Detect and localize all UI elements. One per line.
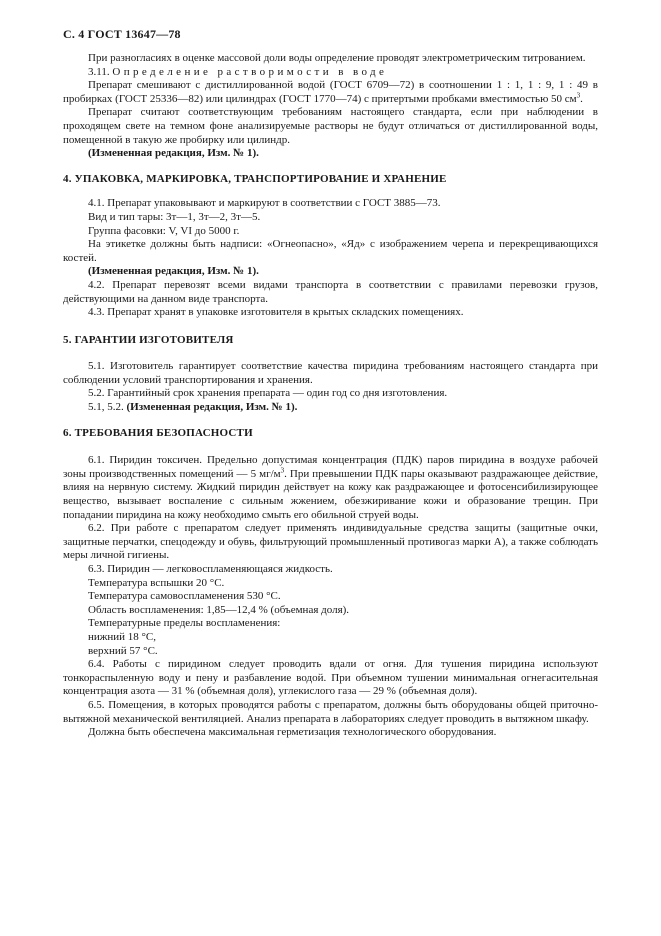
paragraph: 4.1. Препарат упаковывают и маркируют в соответствии с ГОСТ 3885—73. bbox=[88, 197, 441, 210]
paragraph: 6.3. Пиридин — легковоспламеняющаяся жидкость. bbox=[88, 563, 333, 575]
paragraph: нижний 18 °С, bbox=[88, 630, 157, 643]
section-6-title: 6. ТРЕБОВАНИЯ БЕЗОПАСНОСТИ bbox=[63, 426, 253, 439]
paragraph: 5.2. Гарантийный срок хранения препарата — один год со дня изготовления. bbox=[88, 387, 448, 400]
paragraph: верхний 57 °С. bbox=[88, 644, 158, 657]
paragraph: 6.4. Работы с пиридином следует проводить вдали от огня. Для тушения пиридина используют тонкораспыленную воду и пену и разбавление водой. При объемном тушении минимальная огнегасительная концентрация азота — 31 % (объемная доля), углекислого газа — 29 % (объемная доля). bbox=[63, 658, 598, 698]
amendment-note: (Измененная редакция, Изм. № 1). bbox=[88, 265, 259, 278]
paragraph: Температура самовоспламенения 530 °С. bbox=[88, 590, 281, 603]
page-header: С. 4 ГОСТ 13647—78 bbox=[63, 27, 181, 41]
section-5-title: 5. ГАРАНТИИ ИЗГОТОВИТЕЛЯ bbox=[63, 333, 234, 346]
amendment-note: (Измененная редакция, Изм. № 1). bbox=[88, 147, 259, 160]
clause-3-11: 3.11. Определение растворимости в воде bbox=[88, 65, 388, 78]
paragraph: Температурные пределы воспламенения: bbox=[88, 617, 281, 630]
paragraph: Вид и тип тары: 3т—1, 3т—2, 3т—5. bbox=[88, 210, 261, 223]
paragraph: Группа фасовки: V, VI до 5000 г. bbox=[88, 224, 240, 237]
paragraph: При разногласиях в оценке массовой доли воды определение проводят электрометрическим титрованием. bbox=[88, 52, 586, 64]
paragraph: Препарат считают соответствующим требованиям настоящего стандарта, если при наблюдении в проходящем свете на темном фоне анализируемые растворы не будут отличаться от дистиллированной воды, помещенной в такую же пробирку или цилиндр. bbox=[63, 106, 598, 146]
paragraph: Должна быть обеспечена максимальная герметизация технологического оборудования. bbox=[88, 726, 497, 739]
paragraph: 6.2. При работе с препаратом следует применять индивидуальные средства защиты (защитные очки, защитные перчатки, спецодежду и обувь, фильтрующий промышленный противогаз марки А), а также соблюдать меры личной гигиены. bbox=[63, 522, 598, 562]
paragraph: 5.1. Изготовитель гарантирует соответствие качества пиридина требованиям настоящего стандарта при соблюдении условий транспортирования и хранения. bbox=[63, 360, 598, 386]
paragraph: Область воспламенения: 1,85—12,4 % (объемная доля). bbox=[88, 603, 350, 616]
paragraph: 4.3. Препарат хранят в упаковке изготовителя в крытых складских помещениях. bbox=[88, 306, 464, 319]
section-4-title: 4. УПАКОВКА, МАРКИРОВКА, ТРАНСПОРТИРОВАНИЕ И ХРАНЕНИЕ bbox=[63, 172, 447, 185]
paragraph: 4.2. Препарат перевозят всеми видами транспорта в соответствии с правилами перевозки грузов, действующими на данном виде транспорта. bbox=[63, 278, 598, 305]
paragraph: Температура вспышки 20 °С. bbox=[88, 576, 225, 589]
paragraph: На этикетке должны быть надписи: «Огнеопасно», «Яд» с изображением черепа и перекрещивающихся костей. bbox=[63, 238, 598, 264]
paragraph: 6.5. Помещения, в которых проводятся работы с препаратом, должны быть оборудованы общей приточно-вытяжной механической вентиляцией. Анализ препарата в лабораториях следует проводить в вытяжном шкафу. bbox=[63, 698, 598, 725]
paragraph: Препарат смешивают с дистиллированной водой (ГОСТ 6709—72) в соотношении 1 : 1, 1 : 9, 1 : 49 в пробирках (ГОСТ 25336—82) или цилиндрах (ГОСТ 1770—74) с притертыми пробками вместимостью 50 $см^3$. bbox=[63, 79, 598, 105]
clause-title: Определение растворимости в воде bbox=[112, 65, 388, 78]
amendment-note: 5.1, 5.2. (Измененная редакция, Изм. № 1). bbox=[88, 401, 298, 414]
paragraph: 6.1. Пиридин токсичен. Предельно допустимая концентрация (ПДК) паров пиридина в воздухе рабочей зоны производственных помещений — 5 $мг/м^3$. При превышении ПДК пары оказывают раздражающее действие, влияя на нервную систему. Жидкий пиридин действует на кожу как раздражающее и фотосенсибилизирующее вещество, вызывает воспаление с сильным жжением, обезжиривание кожи и образование трещин. При попадании пиридина на кожу необходимо смыть его обильной струей воды. bbox=[63, 454, 598, 521]
page-content bbox=[63, 52, 598, 740]
